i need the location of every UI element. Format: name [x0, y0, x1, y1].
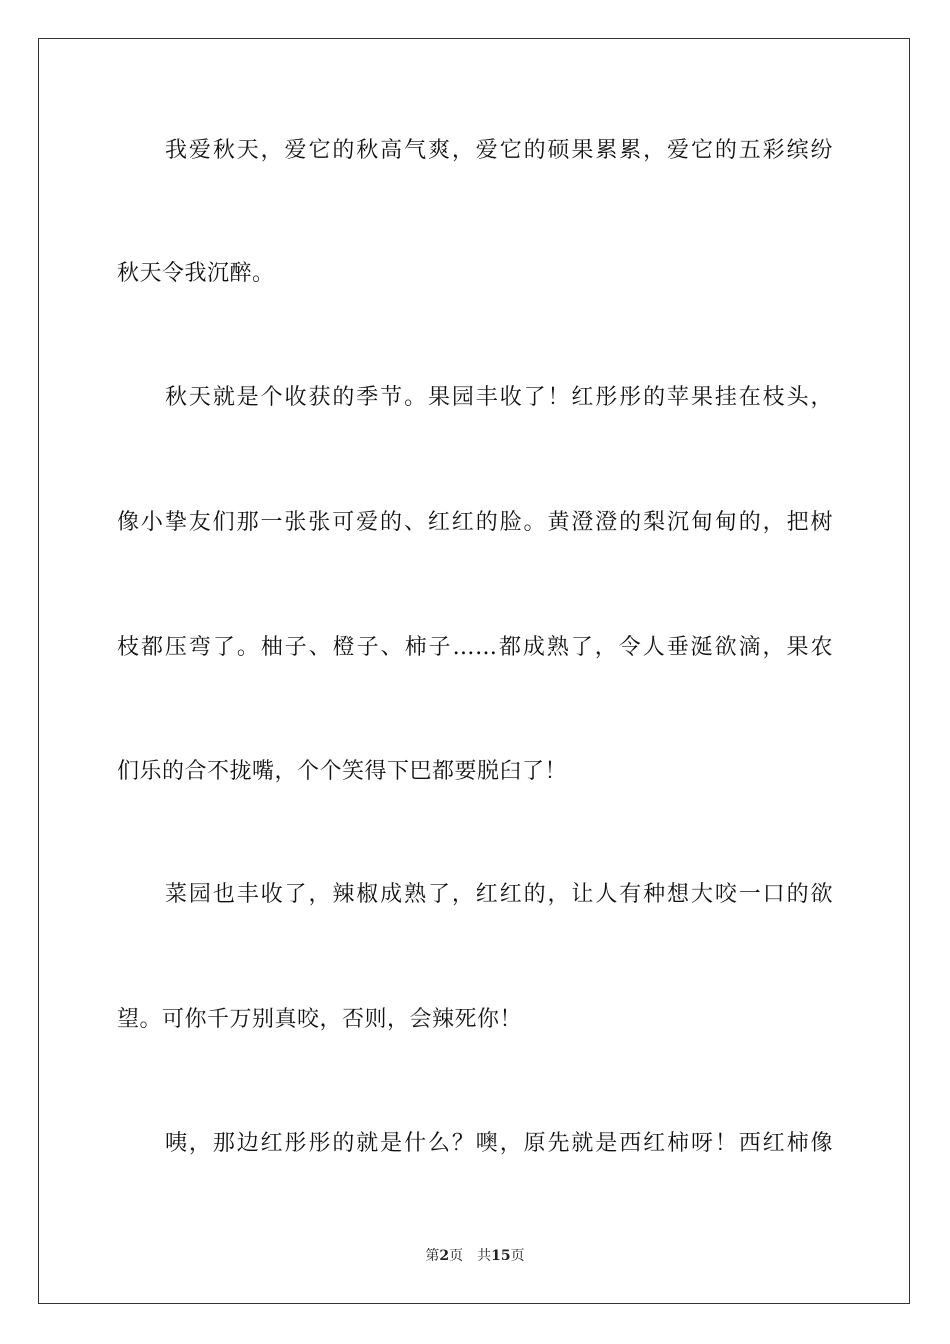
paragraph-1-line-2: 秋天令我沉醉。 — [117, 261, 275, 286]
page-border — [38, 38, 910, 1304]
page-number: 2 — [439, 1248, 450, 1264]
total-prefix: 共 — [477, 1248, 492, 1264]
paragraph-3-line-2: 望。可你千万别真咬，否则，会辣死你！ — [117, 1007, 523, 1032]
page-prefix: 第 — [425, 1248, 440, 1264]
page-suffix: 页 — [449, 1248, 464, 1264]
total-suffix: 页 — [510, 1248, 525, 1264]
paragraph-4-line-1: 咦，那边红彤彤的就是什么？噢，原先就是西红柿呀！西红柿像 — [165, 1131, 833, 1156]
paragraph-1-line-1: 我爱秋天，爱它的秋高气爽，爱它的硕果累累，爱它的五彩缤纷 — [165, 138, 833, 163]
paragraph-2-line-1: 秋天就是个收获的季节。果园丰收了！红彤彤的苹果挂在枝头， — [165, 385, 833, 410]
paragraph-2-line-2: 像小挚友们那一张张可爱的、红红的脸。黄澄澄的梨沉甸甸的，把树 — [117, 510, 833, 535]
total-pages: 15 — [491, 1248, 511, 1264]
paragraph-3-line-1: 菜园也丰收了，辣椒成熟了，红红的，让人有种想大咬一口的欲 — [165, 882, 833, 907]
paragraph-2-line-4: 们乐的合不拢嘴，个个笑得下巴都要脱臼了！ — [117, 759, 568, 784]
page-footer — [0, 1246, 950, 1266]
paragraph-2-line-3: 枝都压弯了。柚子、橙子、柿子……都成熟了，令人垂涎欲滴，果农 — [117, 635, 833, 660]
